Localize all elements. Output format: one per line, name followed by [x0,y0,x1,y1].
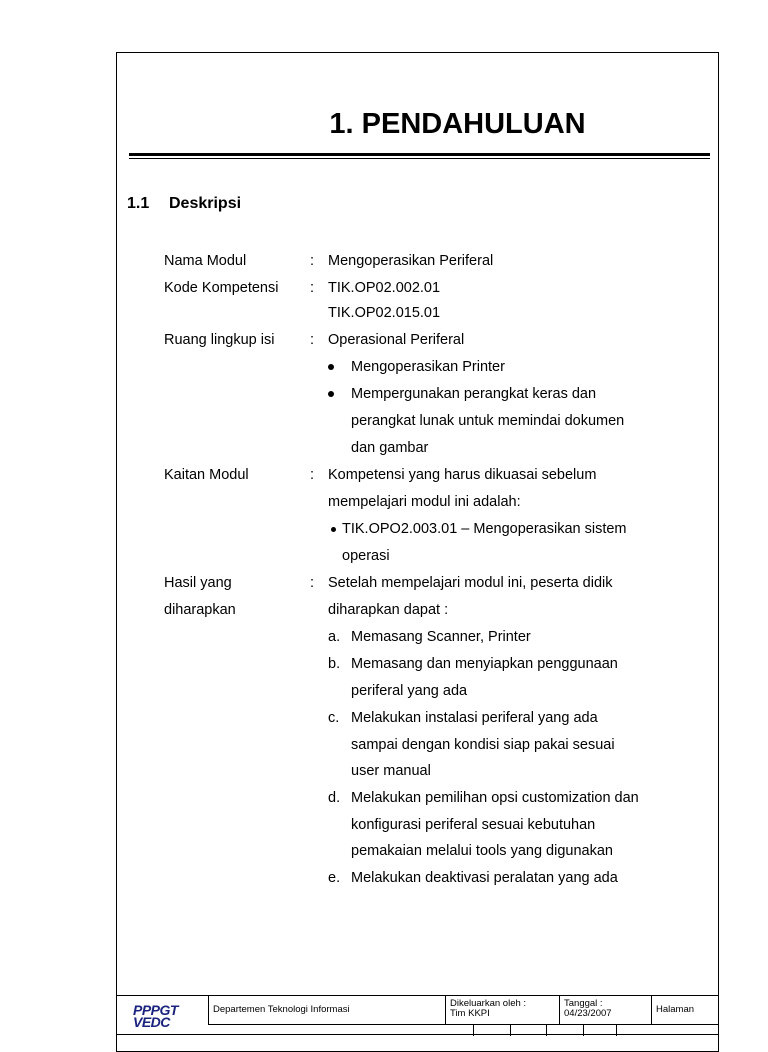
footer-date-label: Tanggal : [564,998,603,1009]
section-title: Deskripsi [169,195,242,212]
label-hasil-1: Hasil yang [164,575,232,591]
list-text: Memasang Scanner, Printer [351,629,531,645]
list-marker: b. [328,656,341,672]
value-kaitan-2: mempelajari modul ini adalah: [328,494,521,510]
footer-divider [583,1024,584,1036]
bullet-text: Mengoperasikan Printer [351,359,505,375]
chapter-title: 1. PENDAHULUAN [329,108,586,140]
bullet-text: perangkat lunak untuk memindai dokumen [351,413,625,429]
page-footer [116,995,719,1035]
list-text: pemakaian melalui tools yang digunakan [351,843,613,859]
footer-department: Departemen Teknologi Informasi [213,1004,350,1015]
list-text: Melakukan deaktivasi peralatan yang ada [351,870,618,886]
list-marker: e. [328,870,341,886]
list-text: periferal yang ada [351,683,468,699]
value-ruang-lingkup: Operasional Periferal [328,332,465,348]
footer-page-cell [652,996,718,1025]
bullet-text: dan gambar [351,440,429,456]
value-nama-modul: Mengoperasikan Periferal [328,253,494,269]
footer-divider [473,1024,474,1036]
bullet-icon [328,381,334,408]
colon: : [310,467,315,483]
footer-divider [616,1024,617,1036]
list-marker: d. [328,790,341,806]
title-rule-thick [129,153,710,156]
bullet-icon [331,516,336,543]
title-rule-thin [129,158,710,159]
footer-issued-label: Dikeluarkan oleh : [450,998,527,1009]
footer-issued-by: Tim KKPI [450,1008,490,1019]
label-hasil-2: diharapkan [164,602,236,618]
value-kode-2: TIK.OP02.015.01 [328,305,441,321]
section-number: 1.1 [127,195,150,212]
bullet-text: TIK.OPO2.003.01 – Mengoperasikan sistem [342,521,627,537]
label-kaitan-modul: Kaitan Modul [164,467,249,483]
footer-date: 04/23/2007 [564,1008,612,1019]
colon: : [310,332,315,348]
logo-line-2: VEDC [133,1014,170,1030]
footer-department-cell [209,996,446,1025]
footer-divider [510,1024,511,1036]
footer-logo-cell [117,996,209,1030]
list-text: Memasang dan menyiapkan penggunaan [351,656,618,672]
footer-issued-cell [446,996,560,1025]
list-text: sampai dengan kondisi siap pakai sesuai [351,737,615,753]
label-nama-modul: Nama Modul [164,253,247,269]
footer-date-cell [560,996,652,1025]
bullet-icon [328,354,334,381]
list-text: konfigurasi periferal sesuai kebutuhan [351,817,596,833]
section-heading [127,195,241,213]
list-marker: c. [328,710,340,726]
value-kode-1: TIK.OP02.002.01 [328,280,441,296]
footer-divider [546,1024,547,1036]
list-text: user manual [351,763,431,779]
label-kode-kompetensi: Kode Kompetensi [164,280,279,296]
list-text: Melakukan instalasi periferal yang ada [351,710,598,726]
label-ruang-lingkup: Ruang lingkup isi [164,332,275,348]
value-hasil-intro-2: diharapkan dapat : [328,602,449,618]
list-text: Melakukan pemilihan opsi customization dan [351,790,639,806]
value-hasil-intro-1: Setelah mempelajari modul ini, peserta didik [328,575,613,591]
institution-logo [133,1004,178,1028]
footer-page-label: Halaman [656,1004,695,1015]
colon: : [310,253,315,269]
colon: : [310,575,315,591]
footer-divider [209,1024,718,1025]
colon: : [310,280,315,296]
bullet-text: operasi [342,548,390,564]
list-marker: a. [328,629,341,645]
logo-line-1: PPPGT [133,1002,178,1018]
value-kaitan-1: Kompetensi yang harus dikuasai sebelum [328,467,597,483]
bullet-text: Mempergunakan perangkat keras dan [351,386,597,402]
